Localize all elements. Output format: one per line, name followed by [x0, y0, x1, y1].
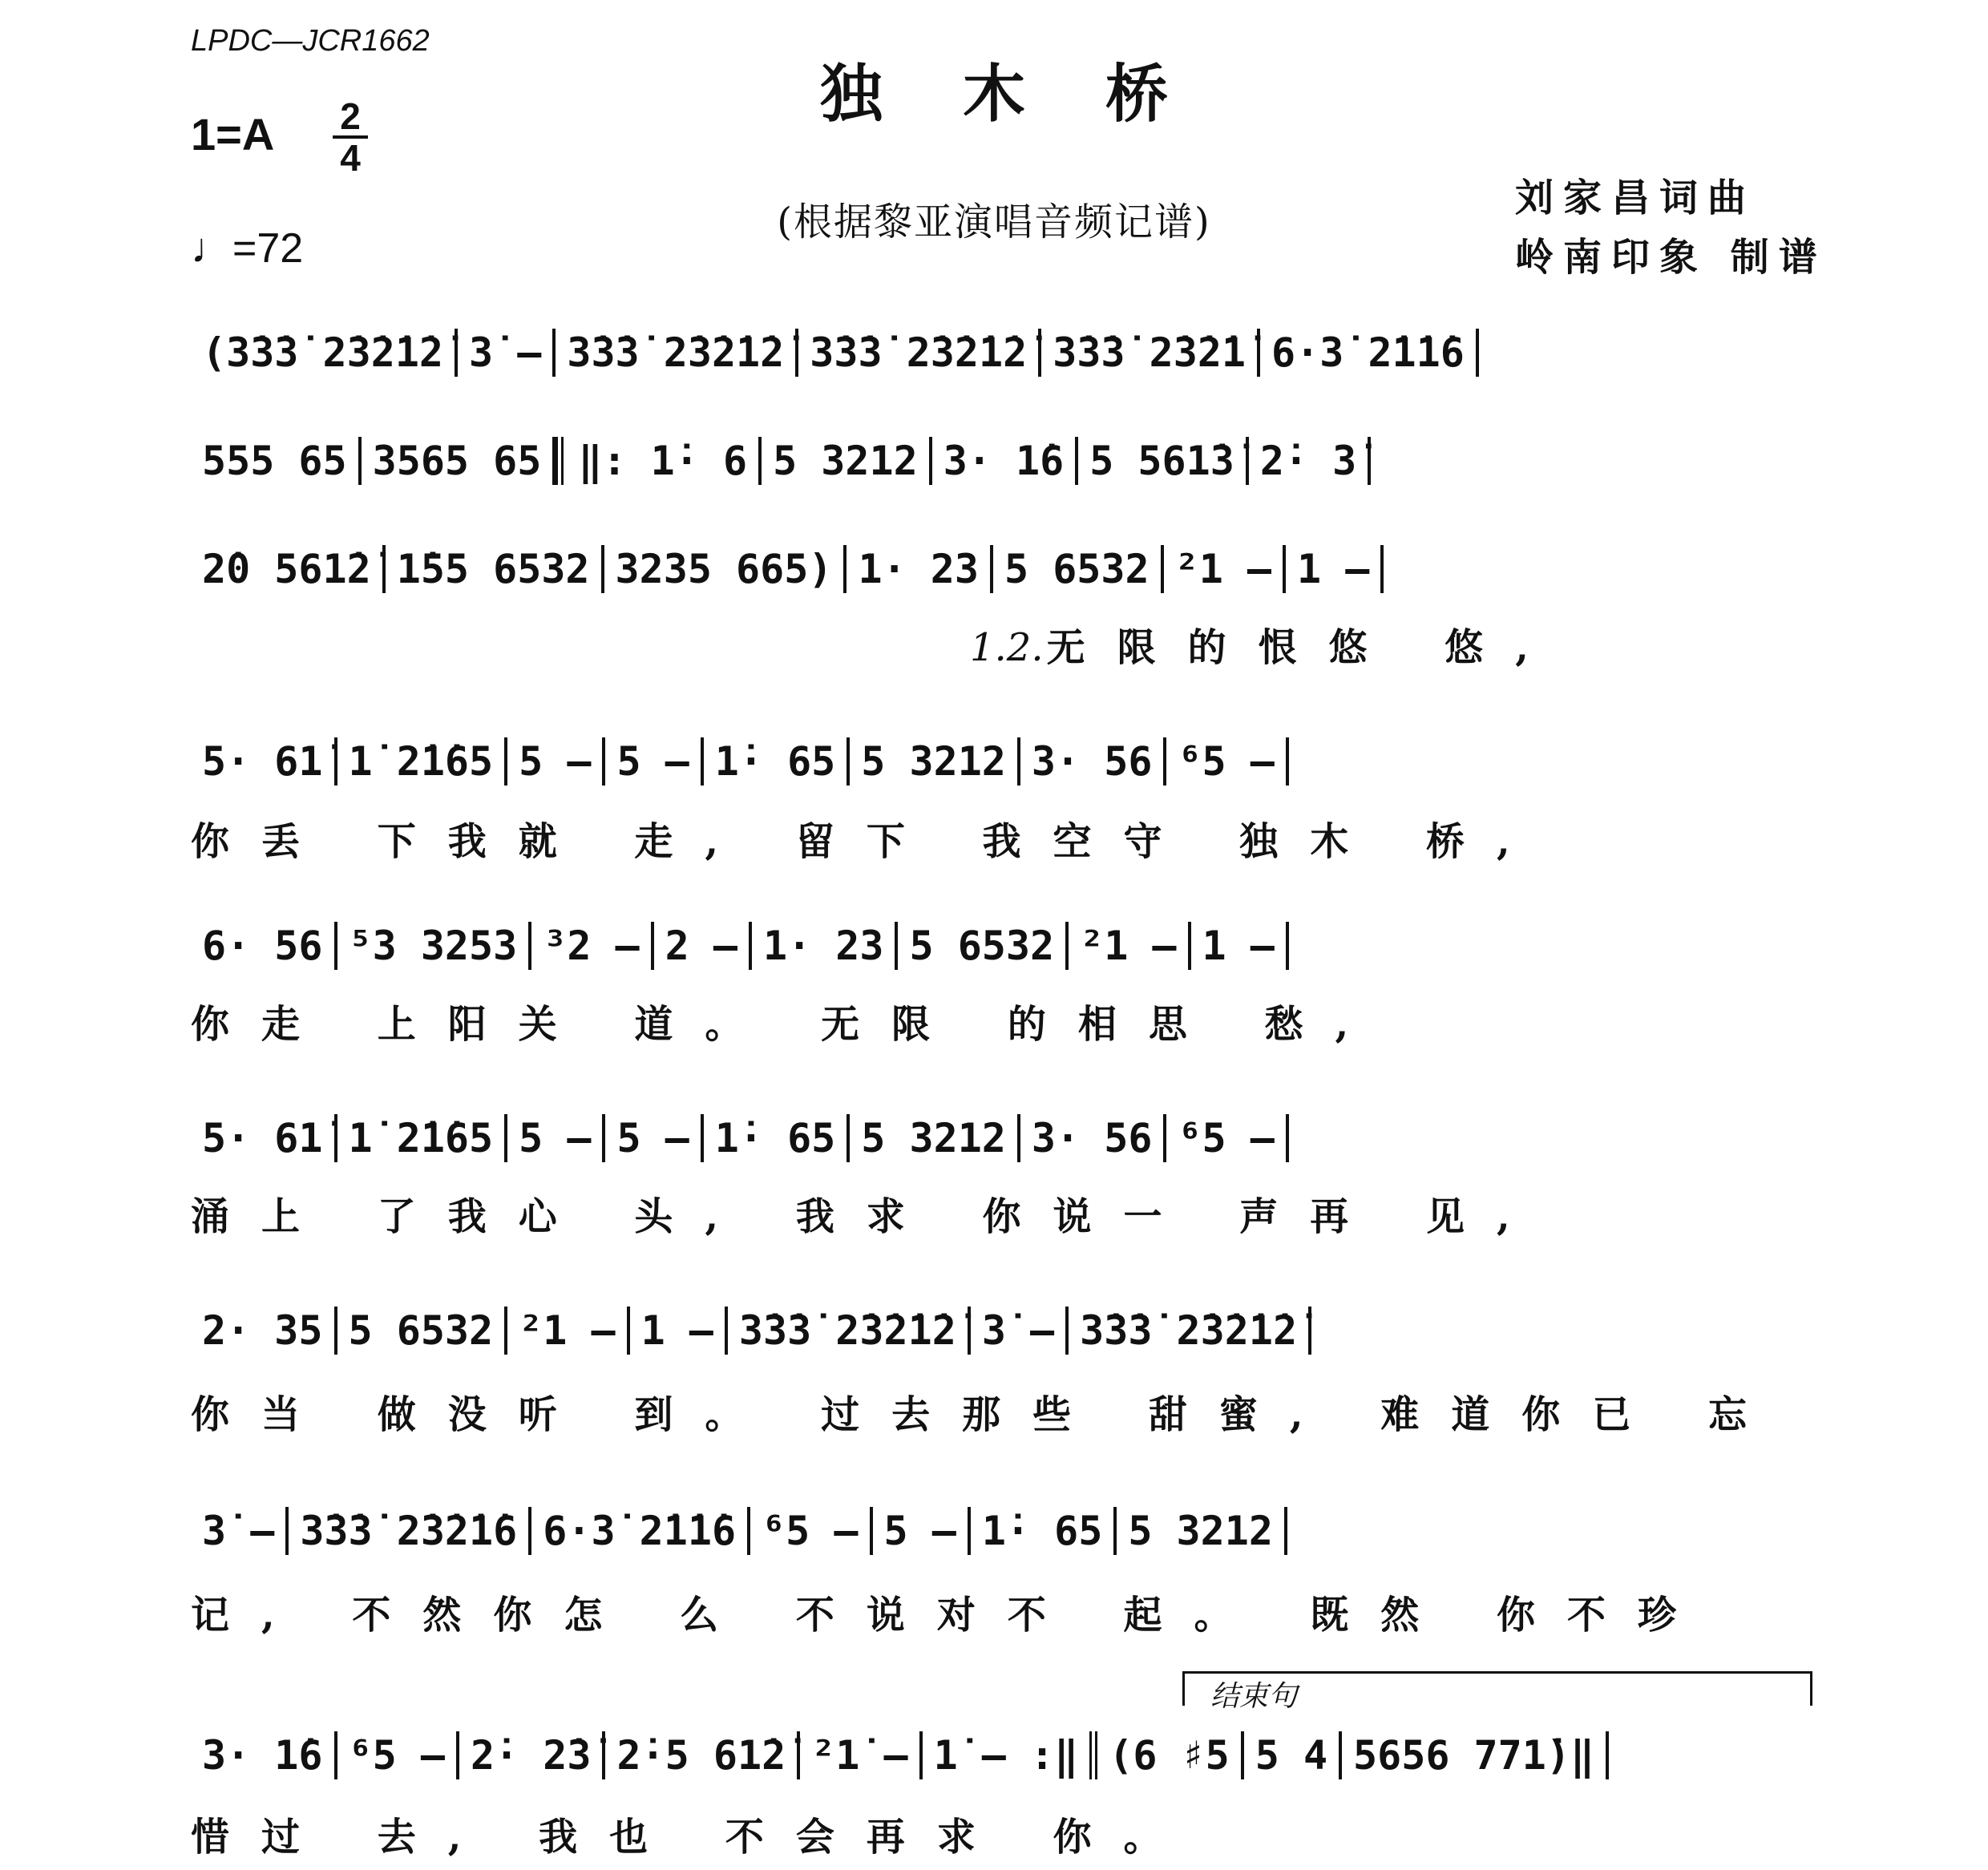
notation-system-6 — [191, 1114, 1814, 1162]
lyric-line-3: 你走 上阳关 道。 无限 的相思 愁, — [191, 1002, 1381, 1047]
measure: 5 – — [873, 1507, 971, 1555]
credit-lyrics-music: 刘家昌词曲 — [1515, 176, 1756, 220]
measure: 1̇ – :‖ — [923, 1731, 1098, 1779]
measure: 1· 23 — [752, 922, 899, 970]
measure: 2· 35 — [191, 1307, 337, 1355]
notation-system-2 — [191, 437, 1814, 485]
verse-mark: 1.2. — [970, 625, 1044, 670]
time-signature-top: 2 — [340, 95, 361, 137]
measure: 3· 56 — [1020, 1114, 1167, 1162]
measure: 3· 1̇6 — [932, 437, 1079, 485]
time-signature — [333, 95, 368, 179]
measure: ²1 – — [507, 1307, 629, 1355]
measure: 5 – — [507, 737, 605, 786]
measure: 3· 56 — [1020, 737, 1167, 786]
song-title: 独木桥 — [819, 58, 1248, 131]
measure: ²1 – — [1164, 545, 1286, 593]
measure: 1̇· 65 — [704, 1114, 851, 1162]
measure: 5· 61̇ — [191, 737, 337, 786]
lyric-line-1 — [970, 624, 1988, 672]
tempo-marking: ♩=72 — [191, 225, 304, 272]
measure: ³2 – — [531, 922, 653, 970]
measure: 5· 61̇ — [191, 1114, 337, 1162]
measure: 5 3212 — [850, 1114, 1020, 1162]
measure: 5 3212 — [850, 737, 1020, 786]
measure: 2̇0 561̇2̇ — [191, 545, 386, 593]
measure: 6·3̇ 2̇1̇1̇6 — [531, 1507, 750, 1555]
measure: ⁶5 – — [1166, 737, 1288, 786]
measure: 1 – — [630, 1307, 728, 1355]
measure: 1 – — [1191, 922, 1289, 970]
notation-system-7 — [191, 1307, 1814, 1355]
lyric-line-5: 你当 做没听 到。 过去那些 甜蜜, 难道你已 忘 — [191, 1392, 1779, 1437]
notation-system-1 — [191, 329, 1814, 377]
measure: 3̇3̇3̇ 2̇3̇2̇1̇2̇ — [798, 329, 1041, 377]
measure: 2 – — [654, 922, 752, 970]
measure: 5656 771̇)‖ — [1342, 1731, 1609, 1779]
measure: 5 3212 — [762, 437, 932, 485]
notation-system-3 — [191, 545, 1814, 593]
score-code: LPDC—JCR1662 — [191, 24, 430, 58]
measure: 5 6532 — [337, 1307, 508, 1355]
measure: ⁶5 – — [337, 1731, 459, 1779]
measure: 3̇ – — [458, 329, 556, 377]
measure: 1̇· 65 — [971, 1507, 1117, 1555]
measure: 3̇3̇3̇ 2̇3̇2̇1̇2̇ — [1069, 1307, 1311, 1355]
measure: 1· 23 — [847, 545, 993, 593]
key-signature: 1=A — [191, 109, 275, 160]
measure: (6 ♯5 — [1097, 1731, 1244, 1779]
measure: 5 6532 — [898, 922, 1069, 970]
lyric-text: 无限的恨悠 悠, — [1046, 625, 1562, 670]
notation-system-5 — [191, 922, 1814, 970]
measure: 1̇· 65 — [704, 737, 851, 786]
lyric-line-6: 记, 不然你怎 么 不说对不 起。 既然 你不珍 — [191, 1593, 1708, 1638]
credit-notation: 岭南印象 制谱 — [1515, 235, 1827, 280]
measure: 3̇ – — [191, 1507, 289, 1555]
measure: 5 – — [605, 737, 703, 786]
measure: 5 6532 — [993, 545, 1164, 593]
measure: 2̇· 2̇3̇ — [459, 1731, 606, 1779]
notation-system-8 — [191, 1507, 1814, 1555]
measure: 3̇3̇3̇ 2̇3̇2̇1̇2̇ — [556, 329, 798, 377]
measure: 5 3212 — [1117, 1507, 1287, 1555]
ending-label: 结束句 — [1210, 1679, 1298, 1712]
measure: 3235 665) — [604, 545, 847, 593]
measure: 1̇55 6532 — [386, 545, 604, 593]
measure: ⁵3 3253 — [337, 922, 532, 970]
notation-system-9 — [191, 1731, 1814, 1779]
subtitle: (根据黎亚演唱音频记谱) — [777, 200, 1211, 244]
measure: 555 65 — [191, 437, 362, 485]
measure: 6· 56 — [191, 922, 337, 970]
measure: ‖: 1̇· 6 — [556, 437, 762, 485]
measure: (3̇3̇3̇ 2̇3̇2̇1̇2̇ — [191, 329, 458, 377]
notation-system-4 — [191, 737, 1814, 786]
time-signature-bottom: 4 — [340, 137, 361, 179]
measure: 3565 65 — [362, 437, 556, 485]
measure: 5 – — [605, 1114, 703, 1162]
lyric-line-4: 涌上 了我心 头, 我求 你说一 声再 见, — [191, 1194, 1542, 1239]
measure: 5 4 — [1244, 1731, 1342, 1779]
measure: 3̇3̇3̇ 2̇3̇2̇1̇6 — [289, 1507, 531, 1555]
measure: 3̇ – — [971, 1307, 1069, 1355]
lyric-line-7: 惜过 去, 我也 不会再求 你。 — [191, 1815, 1194, 1860]
measure: 3· 1̇6 — [191, 1731, 337, 1779]
measure: ²1 – — [1069, 922, 1190, 970]
lyric-line-2: 你丢 下我就 走, 留下 我空守 独木 桥, — [191, 819, 1542, 864]
measure: 5 561̇3̇ — [1078, 437, 1249, 485]
measure: 6·3̇ 2̇1̇1̇6 — [1260, 329, 1479, 377]
measure: ⁶5 – — [1166, 1114, 1288, 1162]
measure: ⁶5 – — [750, 1507, 872, 1555]
measure: 1 – — [1286, 545, 1384, 593]
measure: 1̇ 2̇1̇65 — [337, 1114, 508, 1162]
measure: 5 – — [507, 1114, 605, 1162]
measure: 2̇· 3̇ — [1249, 437, 1371, 485]
measure: 3̇3̇3̇ 2̇3̇2̇1̇2̇ — [728, 1307, 971, 1355]
measure: 2̇·5 61̇2̇ — [605, 1731, 800, 1779]
measure: ²1̇ – — [800, 1731, 922, 1779]
measure: 3̇3̇3̇ 2̇3̇2̇1̇ — [1041, 329, 1260, 377]
measure: 1̇ 2̇1̇65 — [337, 737, 508, 786]
